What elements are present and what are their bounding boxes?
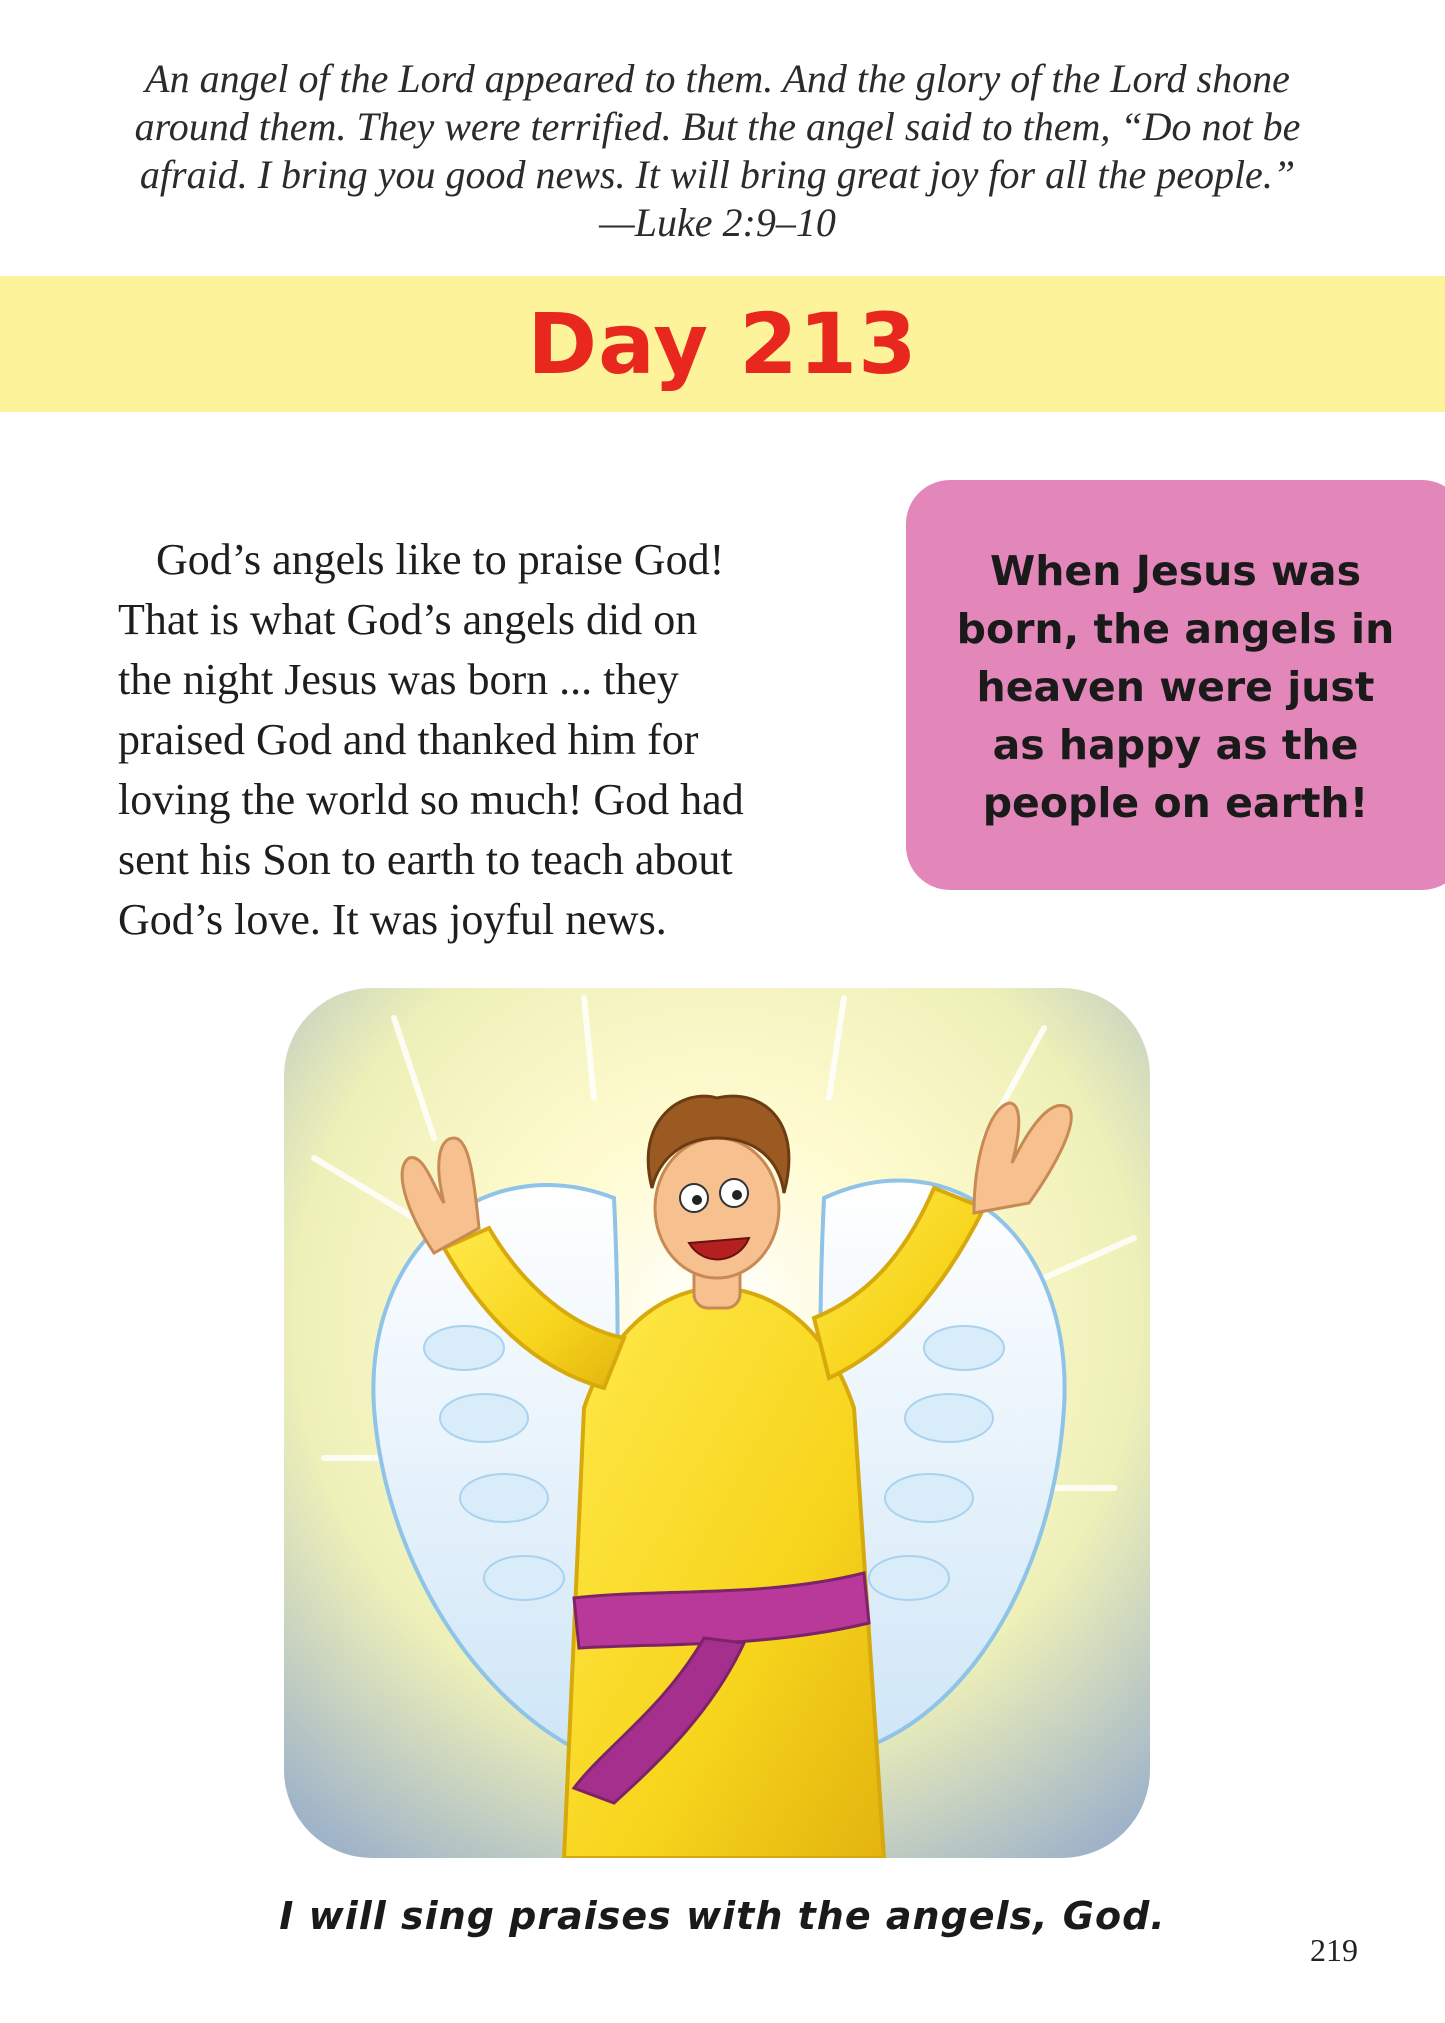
callout-line: people on earth! [982, 779, 1369, 827]
angel-picture [284, 988, 1150, 1858]
callout-box [906, 480, 1445, 890]
paragraph-line: God’s love. It was joyful news. [118, 895, 667, 944]
callout-text [906, 542, 1445, 832]
callout-line: heaven were just [976, 663, 1375, 711]
paragraph-line: the night Jesus was born ... they [118, 655, 679, 704]
callout-line: When Jesus was [990, 547, 1361, 595]
paragraph-line: loving the world so much! God had [118, 775, 744, 824]
scripture-verse [90, 55, 1345, 247]
paragraph-line: God’s angels like to praise God! [156, 535, 725, 584]
callout-line: born, the angels in [956, 605, 1395, 653]
right-pupil [732, 1190, 742, 1200]
paragraph-line: That is what God’s angels did on [118, 595, 698, 644]
verse-line: afraid. I bring you good news. It will bring great joy for all the people.” [139, 152, 1296, 197]
closing-prayer: I will sing praises with the angels, God. [279, 1894, 1166, 1938]
callout-line: as happy as the [992, 721, 1359, 769]
day-header-band [0, 276, 1445, 412]
day-title: Day 213 [527, 295, 918, 393]
verse-reference: —Luke 2:9–10 [599, 200, 836, 245]
page-number: 219 [1310, 1932, 1358, 1968]
left-pupil [692, 1195, 702, 1205]
paragraph-line: sent his Son to earth to teach about [118, 835, 733, 884]
verse-line: An angel of the Lord appeared to them. And the glory of the Lord shone [145, 56, 1290, 101]
verse-line: around them. They were terrified. But the angel said to them, “Do not be [134, 104, 1301, 149]
angel-illustration [284, 988, 1150, 1858]
devotional-paragraph [118, 530, 858, 950]
paragraph-line: praised God and thanked him for [118, 715, 699, 764]
